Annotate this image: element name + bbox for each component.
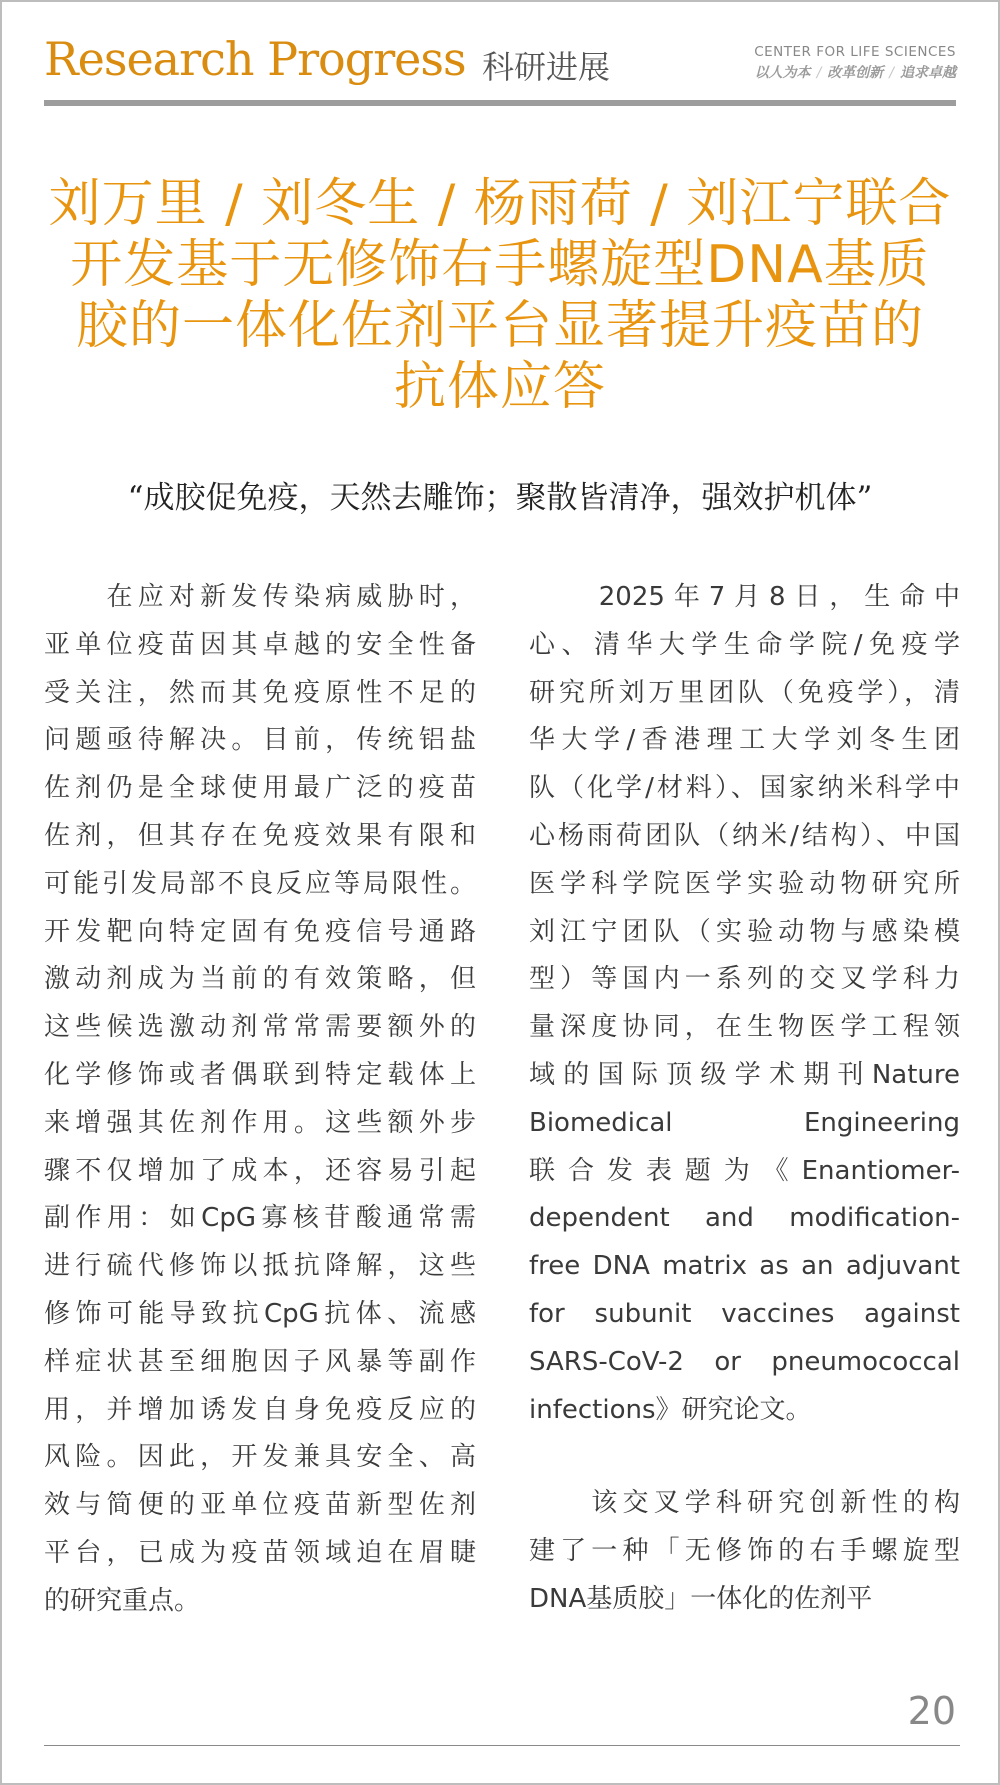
text-line: for subunit vaccines against bbox=[529, 1298, 960, 1329]
text-line: 建了一种「无修饰的右手螺旋型 bbox=[529, 1536, 960, 1567]
headline-line: 胶的一体化佐剂平台显著提升疫苗的 bbox=[75, 296, 924, 356]
text-line: 医学科学院医学实验动物研究所 bbox=[529, 868, 960, 899]
text-line: 2025年7月8日，生命中 bbox=[529, 582, 960, 612]
headline-line: 刘万里 / 刘冬生 / 杨雨荷 / 刘江宁联合 bbox=[48, 174, 952, 234]
text-line: 佐剂仍是全球使用最广泛的疫苗 bbox=[44, 773, 476, 804]
text-line: 激动剂成为当前的有效策略，但 bbox=[44, 964, 476, 995]
text-line: 量深度协同，在生物医学工程领 bbox=[529, 1012, 960, 1043]
headline-line: 开发基于无修饰右手螺旋型DNA基质 bbox=[70, 235, 930, 295]
mottos bbox=[754, 62, 956, 82]
right-column bbox=[529, 574, 960, 1624]
left-column bbox=[44, 574, 476, 1626]
text-line: 修饰可能导致抗CpG抗体、流感 bbox=[44, 1298, 476, 1329]
paragraph bbox=[529, 1480, 960, 1623]
footer-divider bbox=[44, 1745, 960, 1746]
text-line: 研究所刘万里团队（免疫学），清 bbox=[529, 677, 960, 708]
article-headline bbox=[42, 174, 958, 418]
text-line: 的研究重点。 bbox=[44, 1585, 201, 1616]
text-line: 型）等国内一系列的交叉学科力 bbox=[529, 964, 960, 995]
section-title: Research Progress bbox=[44, 32, 466, 86]
page-number: 20 bbox=[907, 1689, 956, 1733]
text-line: 样症状甚至细胞因子风暴等副作 bbox=[44, 1346, 476, 1377]
text-line: 刘江宁团队（实验动物与感染模 bbox=[529, 916, 960, 947]
publisher-block bbox=[754, 44, 956, 82]
motto-separator: / bbox=[816, 65, 822, 81]
text-line: free DNA matrix as an adjuvant bbox=[529, 1251, 960, 1282]
section-title-cn: 科研进展 bbox=[482, 48, 611, 86]
motto: 追求卓越 bbox=[900, 65, 956, 81]
text-line: 来增强其佐剂作用。这些额外步 bbox=[44, 1107, 476, 1138]
header-divider bbox=[44, 100, 956, 106]
text-line: 进行硫代修饰以抵抗降解，这些 bbox=[44, 1251, 476, 1282]
text-line: 心、清华大学生命学院/免疫学 bbox=[529, 629, 960, 660]
headline-line: 抗体应答 bbox=[393, 357, 606, 417]
text-line: SARS-CoV-2 or pneumococcal bbox=[529, 1346, 960, 1377]
text-line: 副作用：如CpG寡核苷酸通常需 bbox=[44, 1203, 476, 1234]
text-line: 风险。因此，开发兼具安全、高 bbox=[44, 1442, 476, 1473]
text-line: 可能引发局部不良反应等局限性。 bbox=[44, 868, 476, 899]
text-line: Biomedical Engineering bbox=[529, 1107, 960, 1138]
paragraph-gap bbox=[529, 1434, 960, 1480]
text-line: 化学修饰或者偶联到特定载体上 bbox=[44, 1059, 476, 1090]
text-line: infections》研究论文。 bbox=[529, 1394, 812, 1425]
text-line: 华大学/香港理工大学刘冬生团 bbox=[529, 725, 960, 756]
text-line: 这些候选激动剂常常需要额外的 bbox=[44, 1012, 476, 1043]
text-line: 骤不仅增加了成本，还容易引起 bbox=[44, 1155, 476, 1186]
motto: 改革创新 bbox=[827, 65, 884, 81]
text-line: 效与简便的亚单位疫苗新型佐剂 bbox=[44, 1490, 476, 1521]
text-line: DNA基质胶」一体化的佐剂平 bbox=[529, 1583, 873, 1614]
text-line: 平台，已成为疫苗领域迫在眉睫 bbox=[44, 1537, 476, 1568]
motto: 以人为本 bbox=[754, 65, 811, 81]
text-line: 受关注，然而其免疫原性不足的 bbox=[44, 677, 476, 708]
text-line: 问题亟待解决。目前，传统铝盐 bbox=[44, 725, 476, 756]
text-line: 域的国际顶级学术期刊Nature bbox=[529, 1059, 960, 1090]
text-line: 队（化学/材料）、国家纳米科学中 bbox=[529, 773, 960, 804]
article-quote: “成胶促免疫，天然去雕饰；聚散皆清净，强效护机体” bbox=[127, 480, 873, 516]
text-line: 亚单位疫苗因其卓越的安全性备 bbox=[44, 629, 476, 660]
motto-separator: / bbox=[889, 65, 894, 81]
text-line: 开发靶向特定固有免疫信号通路 bbox=[44, 916, 476, 947]
page-header bbox=[44, 30, 956, 102]
paragraph bbox=[529, 574, 960, 1434]
text-line: 联合发表题为《Enantiomer- bbox=[529, 1155, 960, 1186]
center-name: CENTER FOR LIFE SCIENCES bbox=[754, 44, 956, 60]
text-line: dependent and modification- bbox=[529, 1203, 960, 1234]
text-line: 该交叉学科研究创新性的构 bbox=[529, 1488, 960, 1519]
text-line: 用，并增加诱发自身免疫反应的 bbox=[44, 1394, 476, 1425]
text-line: 佐剂，但其存在免疫效果有限和 bbox=[44, 820, 476, 851]
text-line: 在应对新发传染病威胁时， bbox=[44, 582, 476, 612]
text-line: 心杨雨荷团队（纳米/结构）、中国 bbox=[529, 820, 960, 851]
